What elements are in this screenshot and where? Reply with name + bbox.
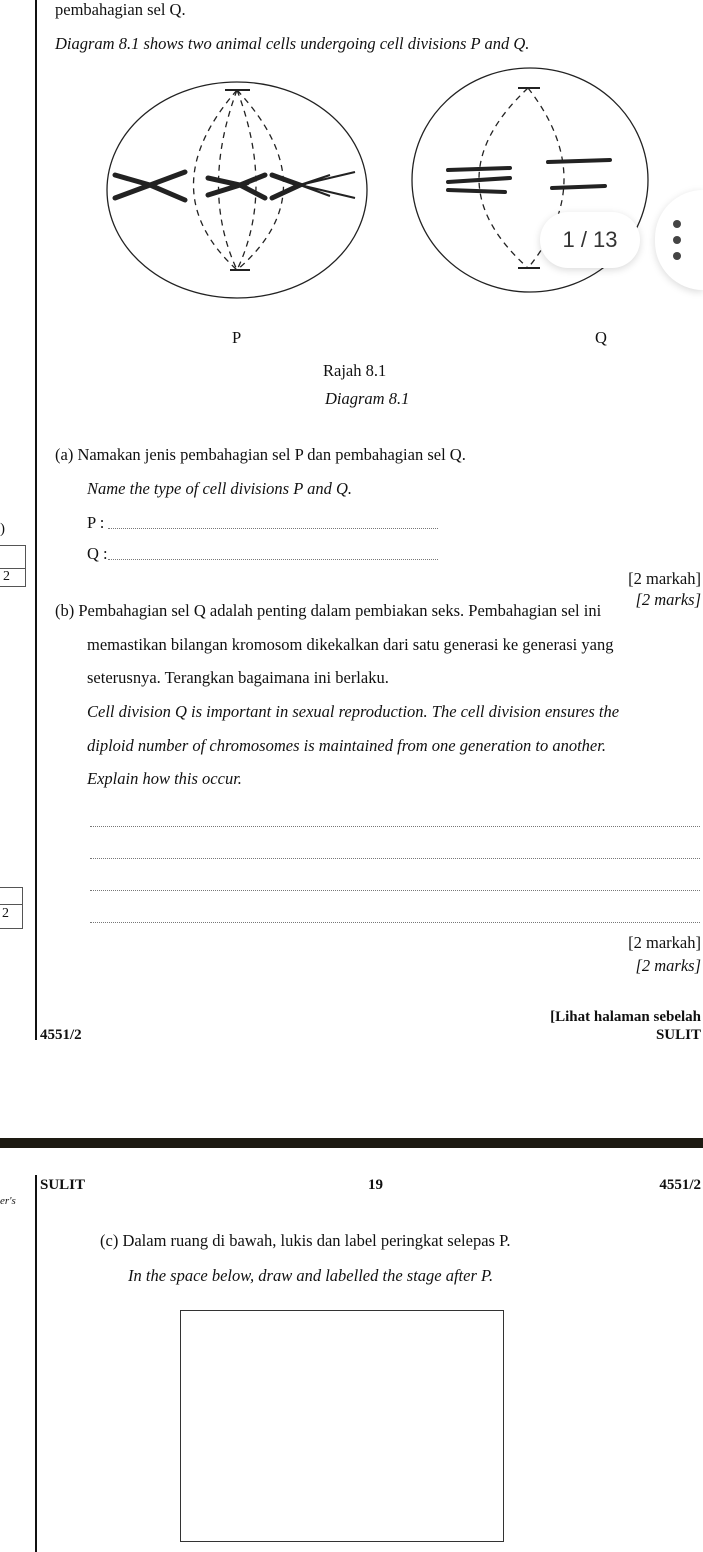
margin-line (35, 1175, 37, 1552)
footer-sulit: SULIT (655, 1027, 701, 1043)
question-a-en: Name the type of cell divisions P and Q. (87, 479, 353, 498)
caption-ms: Rajah 8.1 (323, 361, 387, 380)
header-page-number: 19 (368, 1177, 383, 1193)
question-b-en-1: Cell division Q is important in sexual reproduction. The cell division ensures the (87, 702, 620, 721)
drawing-box[interactable] (180, 1310, 504, 1542)
intro-ms: pembahagian sel Q. (55, 0, 186, 19)
answer-b-line[interactable] (90, 922, 700, 923)
page-separator (0, 1138, 703, 1148)
score-a: 2 (3, 569, 10, 584)
question-c-ms: (c) Dalam ruang di bawah, lukis dan label peringkat selepas P. (100, 1231, 511, 1250)
marks-b-en: [2 marks] (635, 956, 701, 975)
marks-a-ms: [2 markah] (628, 569, 701, 588)
question-b-ms-1: (b) Pembahagian sel Q adalah penting dalam pembiakan seks. Pembahagian sel ini (55, 601, 602, 620)
answer-b-line[interactable] (90, 890, 700, 891)
footer-next-page: [Lihat halaman sebelah (550, 1009, 701, 1025)
cell-p (107, 82, 367, 298)
score-box-b (0, 887, 23, 929)
margin-text: er's (0, 1195, 16, 1207)
more-vertical-icon (673, 220, 681, 228)
diagram-8-1 (0, 60, 703, 310)
score-box-a (0, 545, 26, 587)
answer-q-label: Q : (87, 544, 108, 563)
page-indicator[interactable]: 1 / 13 (540, 212, 640, 268)
marks-b-ms: [2 markah] (628, 933, 701, 952)
question-b-en-3: Explain how this occur. (87, 769, 242, 788)
answer-q-line[interactable] (108, 559, 438, 560)
question-a-ms: (a) Namakan jenis pembahagian sel P dan pembahagian sel Q. (55, 445, 466, 464)
intro-en: Diagram 8.1 shows two animal cells undergoing cell divisions P and Q. (55, 34, 530, 53)
question-b-ms-3: seterusnya. Terangkan bagaimana ini berlaku. (87, 668, 389, 687)
question-b-en-2: diploid number of chromosomes is maintained from one generation to another. (87, 736, 606, 755)
header-sulit: SULIT (40, 1177, 86, 1193)
question-b-ms-2: memastikan bilangan kromosom dikekalkan dari satu generasi ke generasi yang (87, 635, 614, 654)
marks-a-en: [2 marks] (635, 590, 701, 609)
question-c-en: In the space below, draw and labelled the stage after P. (128, 1266, 494, 1285)
score-b: 2 (2, 906, 9, 921)
more-vertical-icon-dot (673, 236, 681, 244)
answer-p-label: P : (87, 513, 105, 532)
answer-b-line[interactable] (90, 826, 700, 827)
caption-en: Diagram 8.1 (325, 389, 410, 408)
more-vertical-icon-dot (673, 252, 681, 260)
answer-p-line[interactable] (108, 528, 438, 529)
footer-code: 4551/2 (40, 1027, 82, 1043)
label-p: P (232, 328, 242, 347)
header-code: 4551/2 (659, 1177, 701, 1193)
paren: ) (0, 521, 5, 537)
answer-b-line[interactable] (90, 858, 700, 859)
label-q: Q (595, 328, 607, 347)
